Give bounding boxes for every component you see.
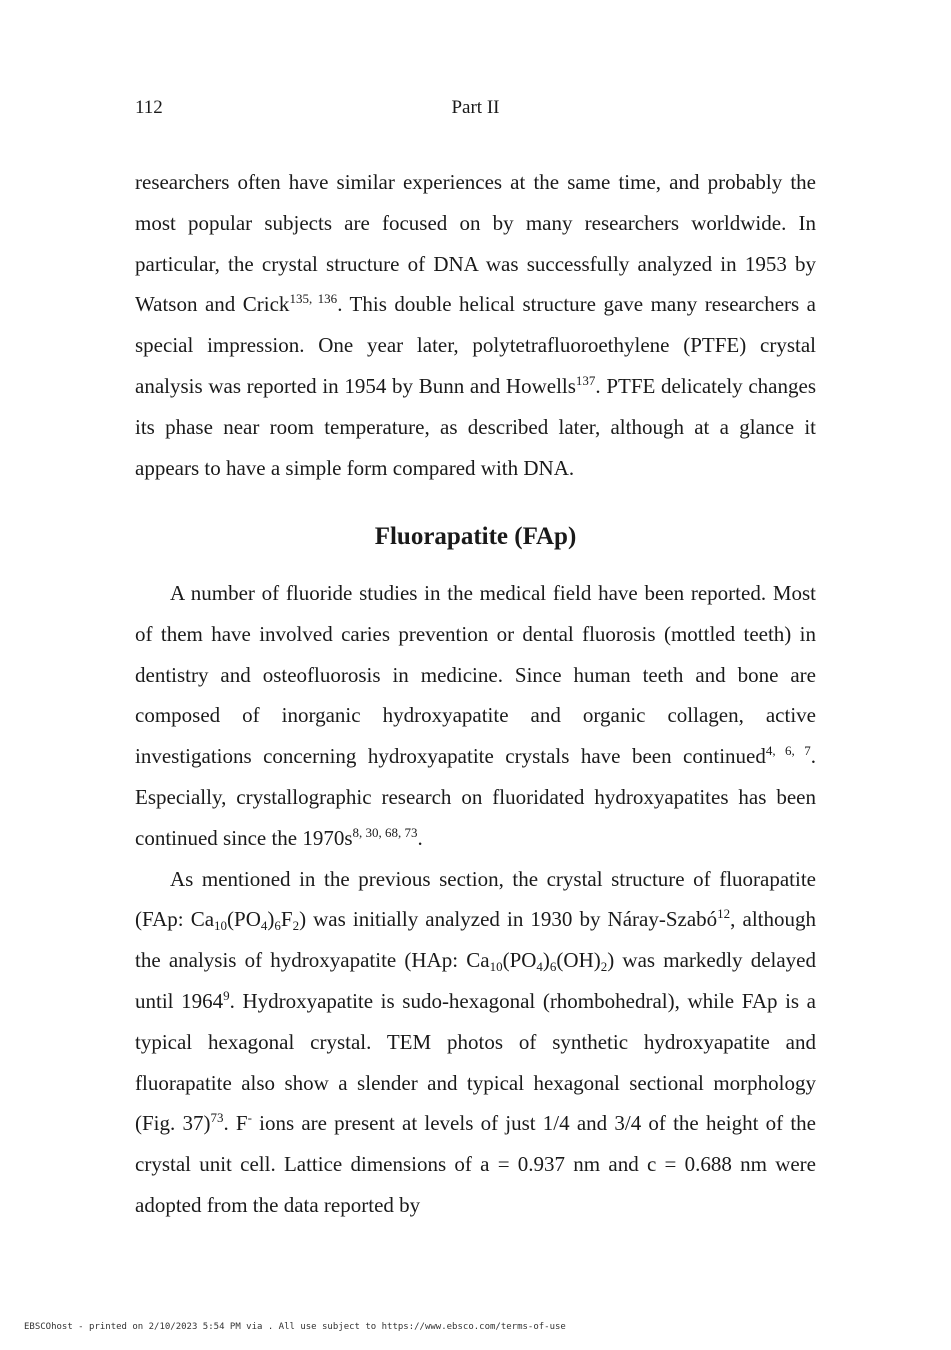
running-head: Part II xyxy=(451,97,500,118)
section-heading: Fluorapatite (FAp) xyxy=(374,523,577,550)
page-number: 112 xyxy=(135,97,163,118)
citation-ref: 135, 136 xyxy=(289,291,338,307)
citation-ref: 4, 6, 7 xyxy=(765,743,811,759)
page-header xyxy=(135,97,816,123)
body-text-top xyxy=(135,162,816,488)
body-text-section xyxy=(135,573,816,1226)
paragraph-intro: researchers often have similar experiences at the same time, and probably the most popular subjects are focused on by many researchers worldwide. In particular, the crystal structure of DNA was successfully analyzed in 1953 by Watson and Crick$^{135, 136}$. This double helical structure gave many researchers a special impression. One year later, polytetrafluoroethylene (PTFE) crystal analysis was reported in 1954 by Bunn and Howells$^{137}$. PTFE delicately changes its phase near room temperature, as described later, although at a glance it appears to have a simple form compared with DNA. xyxy=(135,170,816,480)
citation-ref: 12 xyxy=(717,906,731,922)
print-footer: EBSCOhost - printed on 2/10/2023 5:54 PM via . All use subject to https://www.ebsco.com/terms-of-use xyxy=(24,1322,566,1332)
citation-ref: 137 xyxy=(575,372,596,388)
citation-ref: 9 xyxy=(223,987,230,1003)
paragraph-fluoride-studies: A number of fluoride studies in the medical field have been reported. Most of them have involved caries prevention or dental fluorosis (mottled teeth) in dentistry and osteofluorosis in medicine. Since human teeth and bone are composed of inorganic hydroxyapatite and organic collagen, active investigations concerning hydroxyapatite crystals have been continued$^{4, 6, 7}$. Especially, crystallographic research on fluoridated hydroxyapatites has been continued since the $1970s^{8, 30, 68, 73}$. xyxy=(135,581,817,850)
paragraph-crystal-structure: As mentioned in the previous section, the crystal structure of fluorapatite (FAp: $Ca_{10}(PO_4)_6F_2$) was initially analyzed in 1930 by Náray-Szabó$^{12}$, although the analysis of hydroxyapatite (HAp: $Ca_{10}(PO_4)_6(OH)_2$) was markedly delayed until 1964$^9$. Hydroxyapatite is sudo-hexagonal (rhombohedral), while FAp is a typical hexagonal crystal. TEM photos of synthetic hydroxyapatite and fluorapatite also show a slender and typical hexagonal sectional morphology (Fig. 37)$^{73}$. F- ions are present at levels of just 1/4 and 3/4 of the height of the crystal unit cell. Lattice dimensions of a = 0.937 nm and c = 0.688 nm were adopted from the data reported by xyxy=(135,866,816,1217)
citation-ref: 73 xyxy=(210,1110,224,1126)
citation-ref: 8, 30, 68, 73 xyxy=(352,824,418,840)
ion-charge: - xyxy=(247,1110,252,1126)
